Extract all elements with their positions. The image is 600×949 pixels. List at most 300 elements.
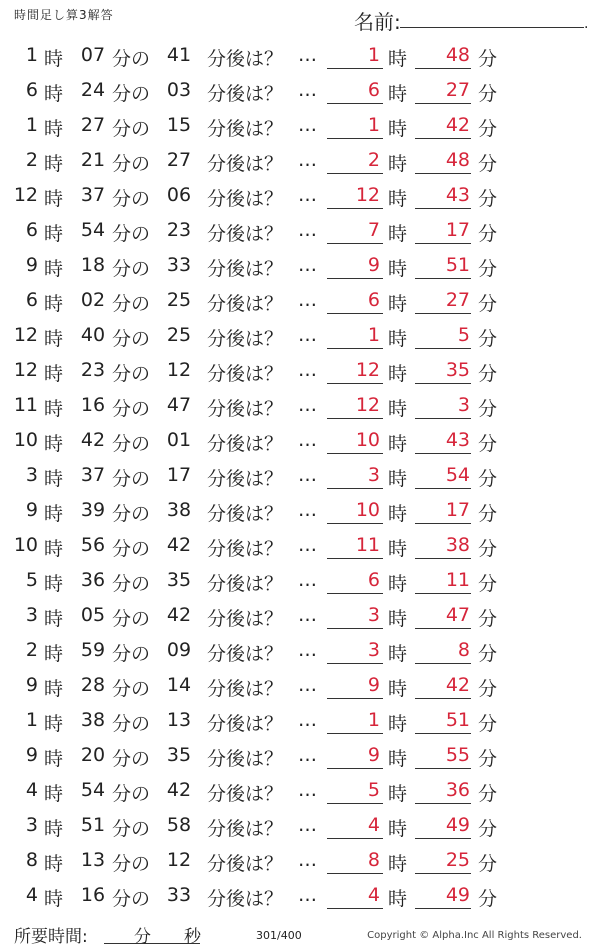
answer-hour-line bbox=[327, 453, 383, 454]
answer-hour-label: 時 bbox=[388, 258, 408, 280]
minute-of-label: 分の bbox=[112, 468, 151, 490]
minutes-after-label: 分後は？ bbox=[207, 503, 284, 525]
minute-of-label: 分の bbox=[112, 818, 151, 840]
answer-minute-line bbox=[415, 68, 471, 69]
minute-of-label: 分の bbox=[112, 678, 151, 700]
answer-minute-line bbox=[415, 418, 471, 419]
problem-row bbox=[0, 737, 600, 772]
answer-hour: 4 bbox=[367, 814, 380, 836]
problem-hour: 10 bbox=[13, 534, 38, 556]
minutes-after-label: 分後は？ bbox=[207, 433, 284, 455]
answer-minute-label: 分 bbox=[478, 643, 498, 665]
minutes-after-label: 分後は？ bbox=[207, 83, 284, 105]
time-min-unit: 分 bbox=[134, 927, 151, 947]
minutes-after-label: 分後は？ bbox=[207, 538, 284, 560]
added-minutes: 42 bbox=[166, 779, 192, 801]
minute-of-label: 分の bbox=[112, 538, 151, 560]
problem-row bbox=[0, 492, 600, 527]
minutes-after-label: 分後は？ bbox=[207, 363, 284, 385]
answer-minute: 47 bbox=[445, 604, 470, 626]
answer-hour: 1 bbox=[367, 114, 380, 136]
answer-hour-line bbox=[327, 348, 383, 349]
answer-hour: 11 bbox=[355, 534, 380, 556]
answer-minute-line bbox=[415, 733, 471, 734]
answer-minute: 17 bbox=[445, 499, 470, 521]
problem-minute: 54 bbox=[80, 779, 106, 801]
problem-minute: 59 bbox=[80, 639, 106, 661]
answer-minute-line bbox=[415, 593, 471, 594]
ellipsis: … bbox=[298, 289, 317, 311]
problem-minute: 16 bbox=[80, 394, 106, 416]
minutes-after-label: 分後は？ bbox=[207, 818, 284, 840]
problem-hour: 1 bbox=[25, 709, 38, 731]
added-minutes: 33 bbox=[166, 884, 192, 906]
answer-minute: 11 bbox=[445, 569, 470, 591]
added-minutes: 17 bbox=[166, 464, 192, 486]
answer-hour: 12 bbox=[355, 184, 380, 206]
answer-minute-line bbox=[415, 768, 471, 769]
ellipsis: … bbox=[298, 394, 317, 416]
hour-label: 時 bbox=[44, 433, 64, 455]
answer-hour-line bbox=[327, 488, 383, 489]
answer-minute-line bbox=[415, 383, 471, 384]
answer-hour-line bbox=[327, 278, 383, 279]
answer-hour-label: 時 bbox=[388, 503, 408, 525]
answer-minute-label: 分 bbox=[478, 188, 498, 210]
ellipsis: … bbox=[298, 639, 317, 661]
minute-of-label: 分の bbox=[112, 853, 151, 875]
problem-row bbox=[0, 247, 600, 282]
problem-minute: 23 bbox=[80, 359, 106, 381]
answer-minute-line bbox=[415, 558, 471, 559]
ellipsis: … bbox=[298, 604, 317, 626]
added-minutes: 38 bbox=[166, 499, 192, 521]
answer-hour-line bbox=[327, 593, 383, 594]
answer-minute-label: 分 bbox=[478, 853, 498, 875]
problem-minute: 40 bbox=[80, 324, 106, 346]
answer-hour-label: 時 bbox=[388, 748, 408, 770]
answer-minute: 36 bbox=[445, 779, 470, 801]
minutes-after-label: 分後は？ bbox=[207, 328, 284, 350]
ellipsis: … bbox=[298, 359, 317, 381]
answer-minute-label: 分 bbox=[478, 538, 498, 560]
problem-hour: 9 bbox=[25, 499, 38, 521]
answer-hour-line bbox=[327, 803, 383, 804]
problem-hour: 9 bbox=[25, 254, 38, 276]
answer-minute-label: 分 bbox=[478, 818, 498, 840]
problem-row bbox=[0, 667, 600, 702]
problem-row bbox=[0, 352, 600, 387]
ellipsis: … bbox=[298, 779, 317, 801]
problem-minute: 20 bbox=[80, 744, 106, 766]
minutes-after-label: 分後は？ bbox=[207, 153, 284, 175]
answer-minute-label: 分 bbox=[478, 363, 498, 385]
answer-hour-label: 時 bbox=[388, 468, 408, 490]
hour-label: 時 bbox=[44, 48, 64, 70]
answer-minute-label: 分 bbox=[478, 573, 498, 595]
answer-hour: 12 bbox=[355, 394, 380, 416]
answer-hour-label: 時 bbox=[388, 853, 408, 875]
answer-minute: 27 bbox=[445, 289, 470, 311]
answer-hour-line bbox=[327, 908, 383, 909]
hour-label: 時 bbox=[44, 853, 64, 875]
answer-hour-line bbox=[327, 838, 383, 839]
problem-row bbox=[0, 772, 600, 807]
problem-hour: 2 bbox=[25, 639, 38, 661]
added-minutes: 13 bbox=[166, 709, 192, 731]
answer-hour-line bbox=[327, 208, 383, 209]
answer-minute: 51 bbox=[445, 254, 470, 276]
ellipsis: … bbox=[298, 814, 317, 836]
problem-row bbox=[0, 422, 600, 457]
answer-minute-label: 分 bbox=[478, 748, 498, 770]
minute-of-label: 分の bbox=[112, 363, 151, 385]
answer-minute-label: 分 bbox=[478, 83, 498, 105]
answer-hour-line bbox=[327, 698, 383, 699]
hour-label: 時 bbox=[44, 328, 64, 350]
problem-minute: 07 bbox=[80, 44, 106, 66]
minutes-after-label: 分後は？ bbox=[207, 783, 284, 805]
minutes-after-label: 分後は？ bbox=[207, 888, 284, 910]
problem-hour: 3 bbox=[25, 604, 38, 626]
answer-hour: 1 bbox=[367, 324, 380, 346]
ellipsis: … bbox=[298, 114, 317, 136]
ellipsis: … bbox=[298, 884, 317, 906]
problem-hour: 6 bbox=[25, 289, 38, 311]
answer-minute-label: 分 bbox=[478, 398, 498, 420]
answer-hour-label: 時 bbox=[388, 118, 408, 140]
time-sec-unit: 秒 bbox=[184, 927, 201, 947]
answer-minute-label: 分 bbox=[478, 678, 498, 700]
problem-minute: 28 bbox=[80, 674, 106, 696]
problem-minute: 42 bbox=[80, 429, 106, 451]
added-minutes: 35 bbox=[166, 744, 192, 766]
minutes-after-label: 分後は？ bbox=[207, 608, 284, 630]
hour-label: 時 bbox=[44, 83, 64, 105]
ellipsis: … bbox=[298, 709, 317, 731]
answer-minute: 48 bbox=[445, 44, 470, 66]
answer-minute: 5 bbox=[457, 324, 470, 346]
hour-label: 時 bbox=[44, 293, 64, 315]
answer-hour-label: 時 bbox=[388, 398, 408, 420]
added-minutes: 06 bbox=[166, 184, 192, 206]
answer-minute: 42 bbox=[445, 114, 470, 136]
answer-minute-line bbox=[415, 523, 471, 524]
minute-of-label: 分の bbox=[112, 748, 151, 770]
problem-row bbox=[0, 282, 600, 317]
answer-minute-line bbox=[415, 698, 471, 699]
answer-hour-label: 時 bbox=[388, 643, 408, 665]
problem-row bbox=[0, 562, 600, 597]
added-minutes: 35 bbox=[166, 569, 192, 591]
minute-of-label: 分の bbox=[112, 573, 151, 595]
problem-minute: 51 bbox=[80, 814, 106, 836]
hour-label: 時 bbox=[44, 888, 64, 910]
minute-of-label: 分の bbox=[112, 153, 151, 175]
problem-row bbox=[0, 387, 600, 422]
answer-minute-line bbox=[415, 138, 471, 139]
added-minutes: 47 bbox=[166, 394, 192, 416]
problem-hour: 9 bbox=[25, 744, 38, 766]
added-minutes: 12 bbox=[166, 849, 192, 871]
name-label: 名前: bbox=[354, 10, 401, 34]
answer-minute: 54 bbox=[445, 464, 470, 486]
added-minutes: 25 bbox=[166, 324, 192, 346]
problem-hour: 1 bbox=[25, 114, 38, 136]
added-minutes: 14 bbox=[166, 674, 192, 696]
answer-hour-label: 時 bbox=[388, 433, 408, 455]
answer-hour-line bbox=[327, 663, 383, 664]
hour-label: 時 bbox=[44, 223, 64, 245]
problem-minute: 16 bbox=[80, 884, 106, 906]
hour-label: 時 bbox=[44, 503, 64, 525]
answer-hour-label: 時 bbox=[388, 818, 408, 840]
answer-minute: 17 bbox=[445, 219, 470, 241]
ellipsis: … bbox=[298, 219, 317, 241]
answer-hour-line bbox=[327, 243, 383, 244]
answer-minute: 8 bbox=[457, 639, 470, 661]
problem-minute: 27 bbox=[80, 114, 106, 136]
minute-of-label: 分の bbox=[112, 118, 151, 140]
added-minutes: 58 bbox=[166, 814, 192, 836]
answer-hour-line bbox=[327, 383, 383, 384]
problem-minute: 24 bbox=[80, 79, 106, 101]
answer-minute-line bbox=[415, 103, 471, 104]
page-number: 301/400 bbox=[256, 929, 302, 942]
added-minutes: 41 bbox=[166, 44, 192, 66]
minute-of-label: 分の bbox=[112, 503, 151, 525]
minute-of-label: 分の bbox=[112, 713, 151, 735]
hour-label: 時 bbox=[44, 153, 64, 175]
answer-minute-label: 分 bbox=[478, 888, 498, 910]
added-minutes: 23 bbox=[166, 219, 192, 241]
answer-minute: 27 bbox=[445, 79, 470, 101]
answer-hour: 8 bbox=[367, 849, 380, 871]
answer-minute-line bbox=[415, 838, 471, 839]
hour-label: 時 bbox=[44, 818, 64, 840]
answer-minute: 48 bbox=[445, 149, 470, 171]
problem-hour: 10 bbox=[13, 429, 38, 451]
answer-hour: 9 bbox=[367, 674, 380, 696]
answer-minute-line bbox=[415, 908, 471, 909]
answer-minute-line bbox=[415, 173, 471, 174]
answer-hour-line bbox=[327, 873, 383, 874]
answer-minute-line bbox=[415, 278, 471, 279]
answer-minute: 35 bbox=[445, 359, 470, 381]
minute-of-label: 分の bbox=[112, 293, 151, 315]
added-minutes: 15 bbox=[166, 114, 192, 136]
answer-hour-label: 時 bbox=[388, 678, 408, 700]
ellipsis: … bbox=[298, 569, 317, 591]
problem-row bbox=[0, 107, 600, 142]
answer-hour: 10 bbox=[355, 429, 380, 451]
answer-hour-line bbox=[327, 628, 383, 629]
answer-hour: 9 bbox=[367, 744, 380, 766]
minute-of-label: 分の bbox=[112, 258, 151, 280]
added-minutes: 33 bbox=[166, 254, 192, 276]
minute-of-label: 分の bbox=[112, 188, 151, 210]
problem-row bbox=[0, 177, 600, 212]
problem-hour: 6 bbox=[25, 219, 38, 241]
answer-hour-line bbox=[327, 733, 383, 734]
problem-hour: 3 bbox=[25, 814, 38, 836]
answer-hour: 4 bbox=[367, 884, 380, 906]
answer-minute: 42 bbox=[445, 674, 470, 696]
answer-hour-line bbox=[327, 418, 383, 419]
answer-minute-line bbox=[415, 663, 471, 664]
added-minutes: 42 bbox=[166, 534, 192, 556]
problem-minute: 39 bbox=[80, 499, 106, 521]
problem-minute: 13 bbox=[80, 849, 106, 871]
problem-minute: 02 bbox=[80, 289, 106, 311]
answer-hour: 6 bbox=[367, 79, 380, 101]
problem-hour: 6 bbox=[25, 79, 38, 101]
worksheet-title: 時間足し算3解答 bbox=[14, 8, 114, 22]
answer-hour-line bbox=[327, 103, 383, 104]
copyright: Copyright © Alpha.Inc All Rights Reserved. bbox=[367, 930, 582, 941]
added-minutes: 03 bbox=[166, 79, 192, 101]
minutes-after-label: 分後は？ bbox=[207, 713, 284, 735]
minutes-after-label: 分後は？ bbox=[207, 118, 284, 140]
answer-hour-label: 時 bbox=[388, 363, 408, 385]
answer-minute-label: 分 bbox=[478, 468, 498, 490]
answer-minute-line bbox=[415, 348, 471, 349]
answer-hour: 1 bbox=[367, 44, 380, 66]
ellipsis: … bbox=[298, 254, 317, 276]
answer-hour: 2 bbox=[367, 149, 380, 171]
hour-label: 時 bbox=[44, 363, 64, 385]
answer-hour: 9 bbox=[367, 254, 380, 276]
problem-hour: 1 bbox=[25, 44, 38, 66]
minutes-after-label: 分後は？ bbox=[207, 748, 284, 770]
minutes-after-label: 分後は？ bbox=[207, 48, 284, 70]
problem-row bbox=[0, 877, 600, 912]
hour-label: 時 bbox=[44, 678, 64, 700]
problem-row bbox=[0, 72, 600, 107]
problem-row bbox=[0, 142, 600, 177]
answer-hour-line bbox=[327, 68, 383, 69]
answer-minute: 43 bbox=[445, 429, 470, 451]
answer-hour-line bbox=[327, 313, 383, 314]
hour-label: 時 bbox=[44, 643, 64, 665]
hour-label: 時 bbox=[44, 713, 64, 735]
answer-minute-line bbox=[415, 873, 471, 874]
answer-hour-line bbox=[327, 523, 383, 524]
hour-label: 時 bbox=[44, 468, 64, 490]
hour-label: 時 bbox=[44, 258, 64, 280]
minutes-after-label: 分後は？ bbox=[207, 853, 284, 875]
problem-hour: 8 bbox=[25, 849, 38, 871]
answer-hour-line bbox=[327, 558, 383, 559]
minute-of-label: 分の bbox=[112, 398, 151, 420]
problem-hour: 9 bbox=[25, 674, 38, 696]
time-required-label: 所要時間: bbox=[14, 927, 88, 947]
answer-hour-label: 時 bbox=[388, 153, 408, 175]
added-minutes: 01 bbox=[166, 429, 192, 451]
problem-hour: 11 bbox=[13, 394, 38, 416]
answer-minute-label: 分 bbox=[478, 608, 498, 630]
answer-hour: 3 bbox=[367, 604, 380, 626]
problem-hour: 4 bbox=[25, 779, 38, 801]
problem-hour: 12 bbox=[13, 359, 38, 381]
answer-minute-label: 分 bbox=[478, 48, 498, 70]
problem-row bbox=[0, 597, 600, 632]
added-minutes: 25 bbox=[166, 289, 192, 311]
answer-minute-label: 分 bbox=[478, 503, 498, 525]
answer-minute-label: 分 bbox=[478, 223, 498, 245]
hour-label: 時 bbox=[44, 188, 64, 210]
minutes-after-label: 分後は？ bbox=[207, 643, 284, 665]
answer-hour-label: 時 bbox=[388, 888, 408, 910]
answer-hour-label: 時 bbox=[388, 573, 408, 595]
added-minutes: 09 bbox=[166, 639, 192, 661]
answer-hour: 10 bbox=[355, 499, 380, 521]
answer-minute: 55 bbox=[445, 744, 470, 766]
problem-hour: 12 bbox=[13, 184, 38, 206]
problem-minute: 21 bbox=[80, 149, 106, 171]
answer-minute-label: 分 bbox=[478, 783, 498, 805]
problem-minute: 05 bbox=[80, 604, 106, 626]
hour-label: 時 bbox=[44, 538, 64, 560]
minute-of-label: 分の bbox=[112, 223, 151, 245]
answer-minute-line bbox=[415, 803, 471, 804]
answer-minute: 3 bbox=[457, 394, 470, 416]
answer-minute-line bbox=[415, 628, 471, 629]
problem-minute: 36 bbox=[80, 569, 106, 591]
answer-hour: 6 bbox=[367, 569, 380, 591]
hour-label: 時 bbox=[44, 573, 64, 595]
ellipsis: … bbox=[298, 324, 317, 346]
hour-label: 時 bbox=[44, 118, 64, 140]
answer-minute-line bbox=[415, 453, 471, 454]
answer-minute-label: 分 bbox=[478, 118, 498, 140]
problem-minute: 54 bbox=[80, 219, 106, 241]
problem-row bbox=[0, 702, 600, 737]
answer-minute: 38 bbox=[445, 534, 470, 556]
answer-hour-label: 時 bbox=[388, 608, 408, 630]
answer-minute-line bbox=[415, 243, 471, 244]
ellipsis: … bbox=[298, 849, 317, 871]
problem-row bbox=[0, 632, 600, 667]
minute-of-label: 分の bbox=[112, 433, 151, 455]
answer-minute-label: 分 bbox=[478, 713, 498, 735]
minute-of-label: 分の bbox=[112, 83, 151, 105]
minutes-after-label: 分後は？ bbox=[207, 293, 284, 315]
answer-minute: 49 bbox=[445, 814, 470, 836]
answer-hour: 6 bbox=[367, 289, 380, 311]
problem-hour: 3 bbox=[25, 464, 38, 486]
answer-hour-line bbox=[327, 768, 383, 769]
answer-minute-label: 分 bbox=[478, 258, 498, 280]
ellipsis: … bbox=[298, 44, 317, 66]
answer-hour-label: 時 bbox=[388, 783, 408, 805]
answer-minute: 49 bbox=[445, 884, 470, 906]
answer-hour-line bbox=[327, 138, 383, 139]
minutes-after-label: 分後は？ bbox=[207, 678, 284, 700]
hour-label: 時 bbox=[44, 748, 64, 770]
ellipsis: … bbox=[298, 744, 317, 766]
name-dot: . bbox=[584, 16, 589, 32]
problem-row bbox=[0, 37, 600, 72]
problem-minute: 37 bbox=[80, 184, 106, 206]
minutes-after-label: 分後は？ bbox=[207, 398, 284, 420]
ellipsis: … bbox=[298, 184, 317, 206]
answer-hour: 3 bbox=[367, 464, 380, 486]
minute-of-label: 分の bbox=[112, 783, 151, 805]
answer-hour: 3 bbox=[367, 639, 380, 661]
answer-hour-label: 時 bbox=[388, 293, 408, 315]
problem-row bbox=[0, 212, 600, 247]
